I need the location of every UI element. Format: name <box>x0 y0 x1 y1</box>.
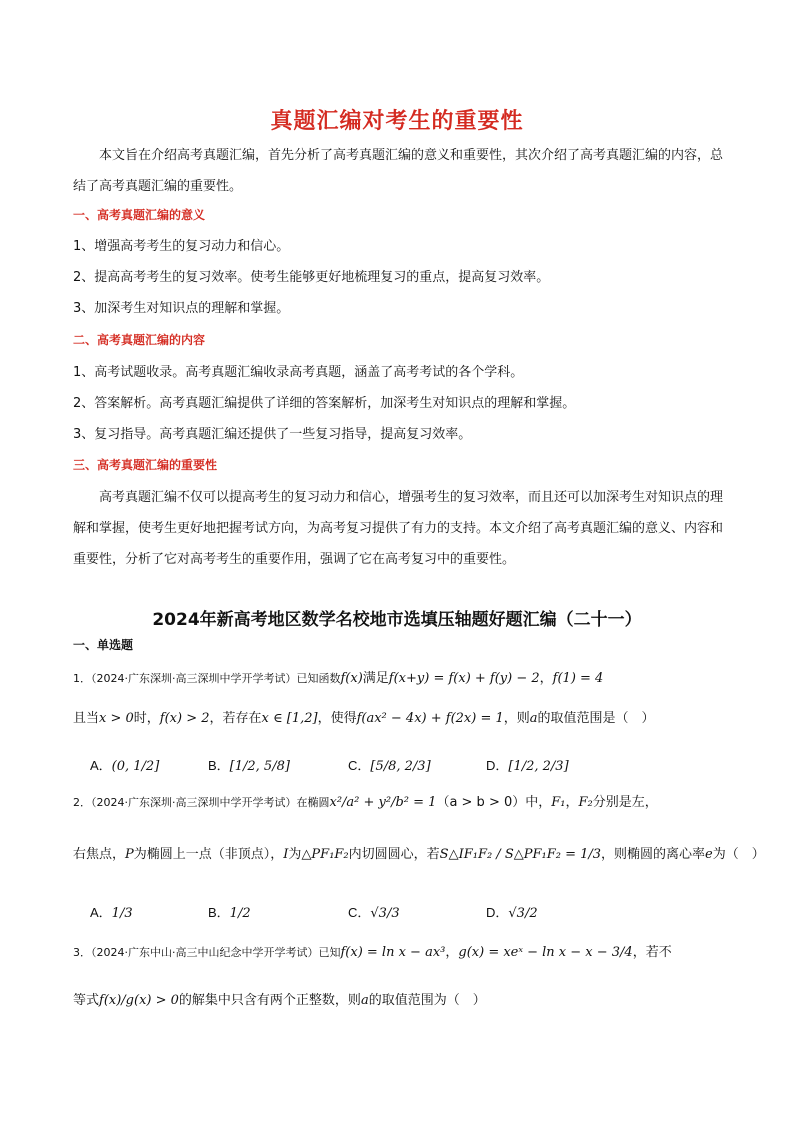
option-c[interactable]: C．√3/3 <box>348 905 400 921</box>
text: ，若不 <box>632 945 672 960</box>
math-expression: a <box>529 711 538 726</box>
text: ， <box>445 945 459 960</box>
option-a[interactable]: A．1/3 <box>90 905 133 921</box>
question-3-line-1 <box>73 944 723 961</box>
math-expression: f(x+y) = f(x) + f(y) − 2 <box>388 671 540 686</box>
question-1-line-2 <box>73 710 723 727</box>
text: 满足 <box>362 671 389 686</box>
text: ，则 <box>503 711 530 726</box>
exam-title: 2024年新高考地区数学名校地市选填压轴题好题汇编（二十一） <box>152 610 642 630</box>
text: （a > b > 0）中， <box>436 795 552 810</box>
option-b[interactable]: B．1/2 <box>208 905 251 921</box>
page-title: 真题汇编对考生的重要性 <box>270 109 524 134</box>
section-heading-content: 二、高考真题汇编的内容 <box>73 333 206 347</box>
importance-paragraph: 高考真题汇编不仅可以提高考生的复习动力和信心，增强考生的复习效率，而且还可以加深考生对知识点的理解和掌握，使考生更好地把握考试方向，为高考复习提供了有力的支持。本文介绍了高考真题汇编的意义、内容和重要性，分析了它对高考考生的重要作用，强调了它在高考复习中的重要性。 <box>73 490 724 567</box>
math-expression: P <box>125 847 134 862</box>
math-expression: f(x) <box>340 671 363 686</box>
text: ，则椭圆的离心率 <box>601 847 706 862</box>
text: ， <box>539 671 553 686</box>
math-expression: f(1) = 4 <box>552 671 604 686</box>
option-a[interactable]: A．(0, 1/2] <box>90 758 160 774</box>
text: 内切圆圆心，若 <box>348 847 440 862</box>
list-item: 2、提高高考考生的复习效率。使考生能够更好地梳理复习的重点，提高复习效率。 <box>73 270 550 285</box>
text: 为 <box>288 847 302 862</box>
question-2-options <box>90 902 710 922</box>
math-expression: f(ax² − 4x) + f(2x) = 1 <box>356 711 504 726</box>
math-expression: a <box>360 993 369 1008</box>
option-d[interactable]: D．[1/2, 2/3] <box>486 758 569 774</box>
math-expression: x²/a² + y²/b² = 1 <box>329 795 437 810</box>
math-expression: x ∈ [1,2] <box>261 711 318 726</box>
question-2-line-1 <box>73 794 723 811</box>
list-item: 3、复习指导。高考真题汇编还提供了一些复习指导，提高复习效率。 <box>73 427 472 442</box>
section-label: 一、单选题 <box>73 638 134 652</box>
question-2-line-2 <box>73 846 765 863</box>
question-source: 3．（2024·广东中山·高三中山纪念中学开学考试）已知 <box>73 946 341 959</box>
list-item: 1、增强高考考生的复习动力和信心。 <box>73 239 290 254</box>
text: 且当 <box>73 711 100 726</box>
question-1-line-1 <box>73 670 723 687</box>
math-expression: I <box>283 847 289 862</box>
list-item: 3、加深考生对知识点的理解和掌握。 <box>73 301 290 316</box>
math-expression: S△IF₁F₂ / S△PF₁F₂ = 1/3 <box>439 847 602 862</box>
section-heading-meaning: 一、高考真题汇编的意义 <box>73 208 206 222</box>
math-expression: e <box>705 847 713 862</box>
math-expression: f(x) = ln x − ax³ <box>340 945 446 960</box>
option-d[interactable]: D．√3/2 <box>486 905 538 921</box>
section-heading-importance: 三、高考真题汇编的重要性 <box>73 458 218 472</box>
math-expression: f(x)/g(x) > 0 <box>99 993 179 1008</box>
option-c[interactable]: C．[5/8, 2/3] <box>348 758 431 774</box>
question-source: 1．（2024·广东深圳·高三深圳中学开学考试）已知函数 <box>73 672 341 685</box>
math-expression: x > 0 <box>99 711 134 726</box>
text: 时， <box>133 711 160 726</box>
math-expression: △PF₁F₂ <box>301 847 349 862</box>
text: ，使得 <box>317 711 357 726</box>
text: ，若存在 <box>209 711 262 726</box>
math-expression: F₁ <box>551 795 566 810</box>
text: 为（ ） <box>712 847 765 862</box>
text: ， <box>565 795 579 810</box>
intro-paragraph: 本文旨在介绍高考真题汇编，首先分析了高考真题汇编的意义和重要性，其次介绍了高考真题汇编的内容，总结了高考真题汇编的重要性。 <box>73 148 724 194</box>
list-item: 2、答案解析。高考真题汇编提供了详细的答案解析，加深考生对知识点的理解和掌握。 <box>73 396 576 411</box>
text: 为椭圆上一点（非顶点）， <box>133 847 284 862</box>
text: 的解集中只含有两个正整数，则 <box>178 993 361 1008</box>
question-3-line-2 <box>73 992 723 1009</box>
question-source: 2．（2024·广东深圳·高三深圳中学开学考试）在椭圆 <box>73 796 330 809</box>
math-expression: g(x) = xeˣ − ln x − x − 3/4 <box>458 945 633 960</box>
text: 右焦点， <box>73 847 126 862</box>
list-item: 1、高考试题收录。高考真题汇编收录高考真题，涵盖了高考考试的各个学科。 <box>73 365 524 380</box>
option-b[interactable]: B．[1/2, 5/8] <box>208 758 290 774</box>
text: 等式 <box>73 993 100 1008</box>
text: 分别是左， <box>592 795 658 810</box>
math-expression: F₂ <box>578 795 593 810</box>
text: 的取值范围是（ ） <box>537 711 655 726</box>
question-1-options <box>90 755 710 775</box>
math-expression: f(x) > 2 <box>159 711 210 726</box>
text: 的取值范围为（ ） <box>368 993 486 1008</box>
